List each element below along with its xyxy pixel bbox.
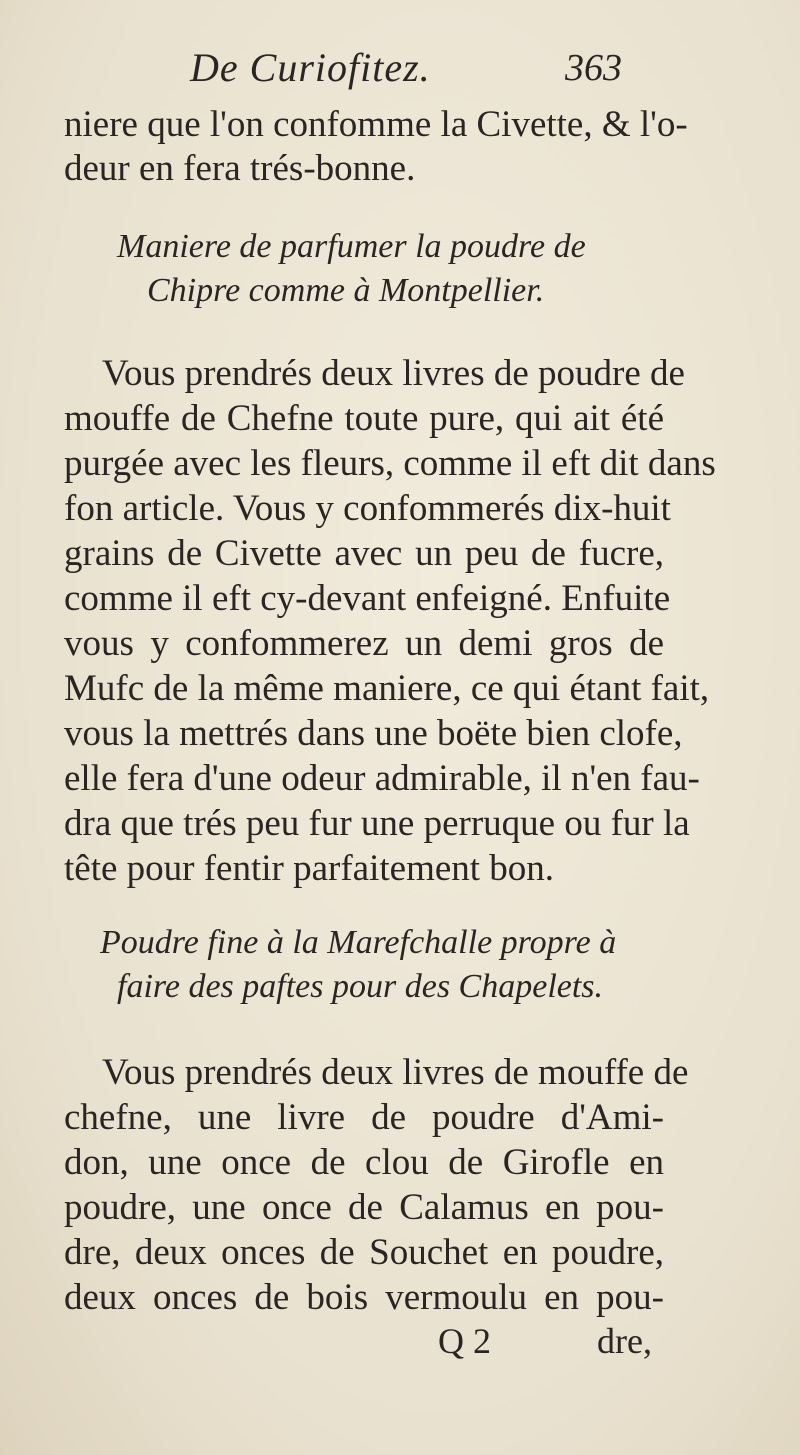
section-heading: Chipre comme à Montpellier.	[147, 272, 545, 309]
text-line: vous y confommerez un demi gros de	[64, 623, 664, 664]
section-heading: faire des paftes pour des Chapelets.	[117, 968, 604, 1005]
text-line: grains de Civette avec un peu de fucre,	[64, 533, 664, 574]
text-line: Mufc de la même maniere, ce qui étant fait,	[64, 668, 710, 709]
text-line: mouffe de Chefne toute pure, qui ait été	[64, 398, 664, 439]
text-line: dra que trés peu fur une perruque ou fur la	[64, 803, 690, 844]
text-line: tête pour fentir parfaitement bon.	[64, 848, 555, 889]
text-line: deur en fera trés-bonne.	[64, 148, 416, 189]
text-line: deux onces de bois vermoulu en pou-	[64, 1277, 664, 1318]
text-line: Vous prendrés deux livres de mouffe de	[102, 1052, 689, 1093]
text-line: poudre, une once de Calamus en pou-	[64, 1187, 664, 1228]
text-line: elle fera d'une odeur admirable, il n'en fau-	[64, 758, 700, 799]
catchword: dre,	[597, 1321, 652, 1361]
text-line: purgée avec les fleurs, comme il eft dit dans	[64, 443, 716, 484]
page-number: 363	[565, 47, 622, 89]
signature-mark: Q 2	[438, 1321, 491, 1361]
text-line: Vous prendrés deux livres de poudre de	[102, 353, 685, 394]
text-line: comme il eft cy-devant enfeigné. Enfuite	[64, 578, 671, 619]
text-line: chefne, une livre de poudre d'Ami-	[64, 1097, 664, 1138]
text-line: vous la mettrés dans une boëte bien clofe,	[64, 713, 683, 754]
running-title: De Curiofitez.	[190, 45, 431, 90]
page-header	[0, 40, 800, 90]
text-line: dre, deux onces de Souchet en poudre,	[64, 1232, 664, 1273]
section-heading: Poudre fine à la Marefchalle propre à	[100, 924, 617, 961]
text-line: niere que l'on confomme la Civette, & l'o-	[64, 104, 688, 145]
section-heading: Maniere de parfumer la poudre de	[117, 228, 586, 265]
text-line: fon article. Vous y confommerés dix-huit	[64, 488, 671, 529]
text-line: don, une once de clou de Girofle en	[64, 1142, 664, 1183]
